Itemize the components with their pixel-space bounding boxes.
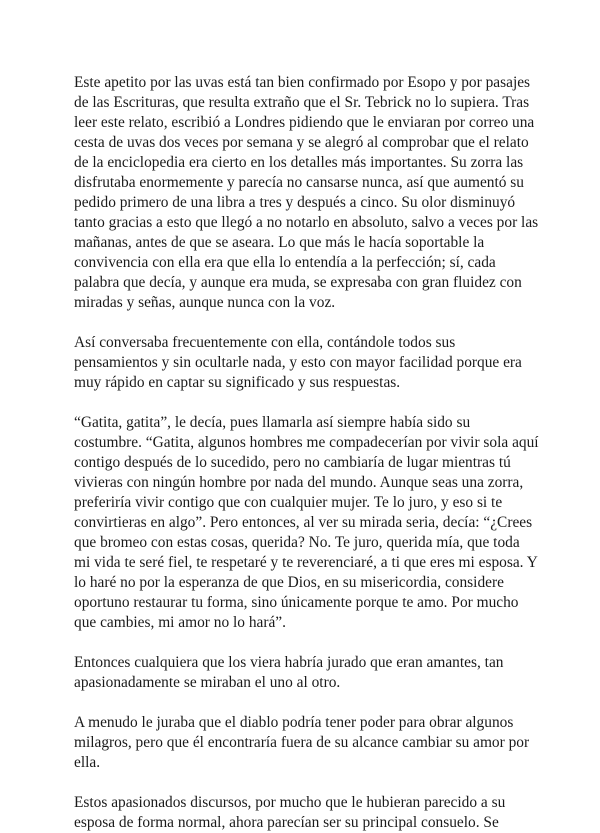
paragraph: Así conversaba frecuentemente con ella, contándole todos sus pensamientos y sin ocultarle nada, y esto con mayor facilidad porque era muy rápido en captar su significado y sus respuestas. [74, 334, 522, 391]
paragraph: Este apetito por las uvas está tan bien confirmado por Esopo y por pasajes de las Escrituras, que resulta extraño que el Sr. Tebrick no lo supiera. Tras leer este relato, escribió a Londres pidiendo que le enviaran por correo una cesta de uvas dos veces por semana y se alegró al comprobar que el relato de la enciclopedia era cierto en los detalles más importantes. Su zorra las disfrutaba enormemente y parecía no cansarse nunca, así que aumentó su pedido primero de una libra a tres y después a cinco. Su olor disminuyó tanto gracias a esto que llegó a no notarlo en absoluto, salvo a veces por las mañanas, antes de que se aseara. Lo que más le hacía soportable la convivencia con ella era que ella lo entendía a la perfección; sí, cada palabra que decía, y aunque era muda, se expresaba con gran fluidez con miradas y señas, aunque nunca con la voz. [74, 74, 539, 311]
paragraph: Entonces cualquiera que los viera habría jurado que eran amantes, tan apasionadamente se miraban el uno al otro. [74, 654, 504, 691]
body-text [74, 73, 539, 833]
paragraph: Estos apasionados discursos, por mucho que le hubieran parecido a su esposa de forma normal, ahora parecían ser su principal consuelo. Se [74, 794, 506, 831]
paragraph: A menudo le juraba que el diablo podría tener poder para obrar algunos milagros, pero que él encontraría fuera de su alcance cambiar su amor por ella. [74, 714, 530, 771]
paragraph: “Gatita, gatita”, le decía, pues llamarla así siempre había sido su costumbre. “Gatita, algunos hombres me compadecerían por vivir sola aquí contigo después de lo sucedido, pero no cambiaría de lugar mientras tú vivieras con ningún hombre por nada del mundo. Aunque seas una zorra, preferiría vivir contigo que con cualquier mujer. Te lo juro, y eso si te convirtieras en algo”. Pero entonces, al ver su mirada seria, decía: “¿Crees que bromeo con estas cosas, querida? No. Te juro, querida mía, que toda mi vida te seré fiel, te respetaré y te reverenciaré, a ti que eres mi esposa. Y lo haré no por la esperanza de que Dios, en su misericordia, considere oportuno restaurar tu forma, sino únicamente porque te amo. Por mucho que cambies, mi amor no lo hará”. [74, 414, 539, 631]
